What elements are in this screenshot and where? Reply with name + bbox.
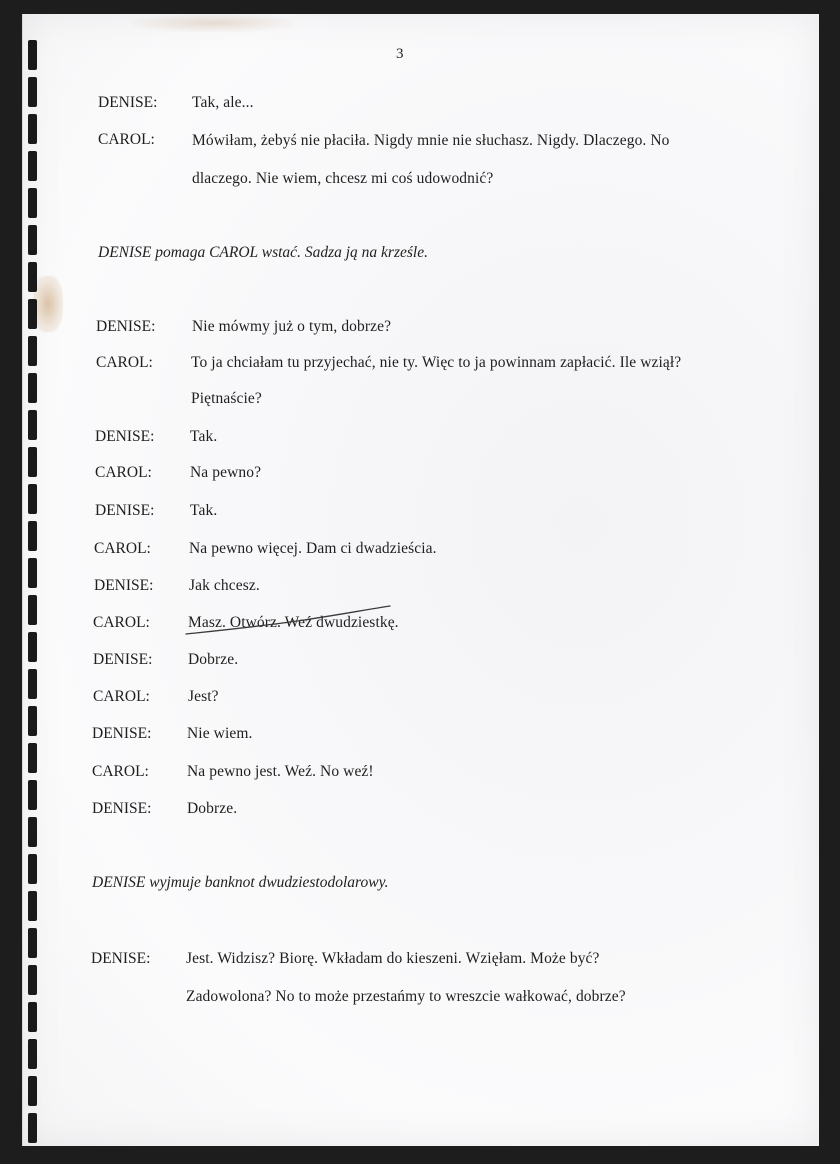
speaker-label: CAROL:	[92, 763, 149, 780]
binding-hole	[28, 706, 37, 736]
binding-hole	[28, 225, 37, 255]
dialogue-line: Na pewno jest. Weź. No weź!	[187, 763, 374, 780]
binding-hole	[28, 595, 37, 625]
speaker-label: CAROL:	[96, 354, 153, 371]
dialogue-line: Jest. Widzisz? Biorę. Wkładam do kieszeni. Wzięłam. Może być?	[186, 950, 600, 967]
speaker-label: DENISE:	[92, 800, 152, 817]
binding-hole	[28, 114, 37, 144]
binding-hole	[28, 373, 37, 403]
binding-hole	[28, 521, 37, 551]
speaker-label: DENISE:	[95, 428, 155, 445]
dialogue-line: Nie wiem.	[187, 725, 253, 742]
dialogue-line: Piętnaście?	[191, 390, 262, 407]
binding-hole	[28, 743, 37, 773]
dialogue-line: Na pewno?	[190, 464, 262, 481]
binding-hole	[28, 632, 37, 662]
binding-hole	[28, 891, 37, 921]
paper-stain-top	[133, 14, 293, 32]
binding-hole	[28, 928, 37, 958]
binding-hole	[28, 410, 37, 440]
speaker-label: DENISE:	[95, 502, 155, 519]
speaker-label: DENISE:	[93, 651, 153, 668]
binding-hole	[28, 262, 37, 292]
binding-hole	[28, 40, 37, 70]
binding-hole	[28, 780, 37, 810]
binding-holes	[28, 40, 40, 1140]
pencil-underline	[184, 604, 394, 640]
binding-hole	[28, 484, 37, 514]
dialogue-line: Tak.	[190, 428, 218, 445]
dialogue-line: Masz. Otwórz. Weź dwudziestkę.	[188, 614, 399, 631]
dialogue-line: dlaczego. Nie wiem, chcesz mi coś udowodnić?	[192, 170, 494, 187]
speaker-label: CAROL:	[93, 614, 150, 631]
binding-hole	[28, 188, 37, 218]
speaker-label: DENISE:	[94, 577, 154, 594]
speaker-label: DENISE:	[91, 950, 151, 967]
binding-hole	[28, 299, 37, 329]
speaker-label: CAROL:	[94, 540, 151, 557]
speaker-label: DENISE:	[92, 725, 152, 742]
dialogue-line: Nie mówmy już o tym, dobrze?	[192, 318, 392, 335]
binding-hole	[28, 669, 37, 699]
dialogue-line: Tak.	[190, 502, 218, 519]
dialogue-line: Na pewno więcej. Dam ci dwadzieścia.	[189, 540, 437, 557]
speaker-label: CAROL:	[98, 131, 155, 148]
binding-hole	[28, 151, 37, 181]
stage-direction: DENISE pomaga CAROL wstać. Sadza ją na krześle.	[98, 244, 428, 261]
binding-hole	[28, 854, 37, 884]
binding-hole	[28, 1076, 37, 1106]
binding-hole	[28, 965, 37, 995]
dialogue-line: Tak, ale...	[192, 94, 254, 111]
dialogue-line: Mówiłam, żebyś nie płaciła. Nigdy mnie nie słuchasz. Nigdy. Dlaczego. No	[192, 132, 670, 149]
binding-hole	[28, 1039, 37, 1069]
speaker-label: CAROL:	[93, 688, 150, 705]
binding-hole	[28, 77, 37, 107]
dialogue-line: To ja chciałam tu przyjechać, nie ty. Więc to ja powinnam zapłacić. Ile wziął?	[191, 354, 682, 371]
speaker-label: DENISE:	[98, 94, 158, 111]
binding-hole	[28, 447, 37, 477]
binding-hole	[28, 336, 37, 366]
binding-hole	[28, 1113, 37, 1143]
dialogue-line: Dobrze.	[187, 800, 238, 817]
binding-hole	[28, 1002, 37, 1032]
binding-hole	[28, 817, 37, 847]
stage-direction: DENISE wyjmuje banknot dwudziestodolarowy.	[92, 874, 389, 891]
binding-hole	[28, 558, 37, 588]
dialogue-line: Jest?	[188, 688, 219, 705]
dialogue-line: Dobrze.	[188, 651, 239, 668]
speaker-label: CAROL:	[95, 464, 152, 481]
dialogue-line: Zadowolona? No to może przestańmy to wreszcie wałkować, dobrze?	[186, 988, 626, 1005]
page-number: 3	[396, 46, 404, 62]
dialogue-line: Jak chcesz.	[189, 577, 260, 594]
speaker-label: DENISE:	[96, 318, 156, 335]
